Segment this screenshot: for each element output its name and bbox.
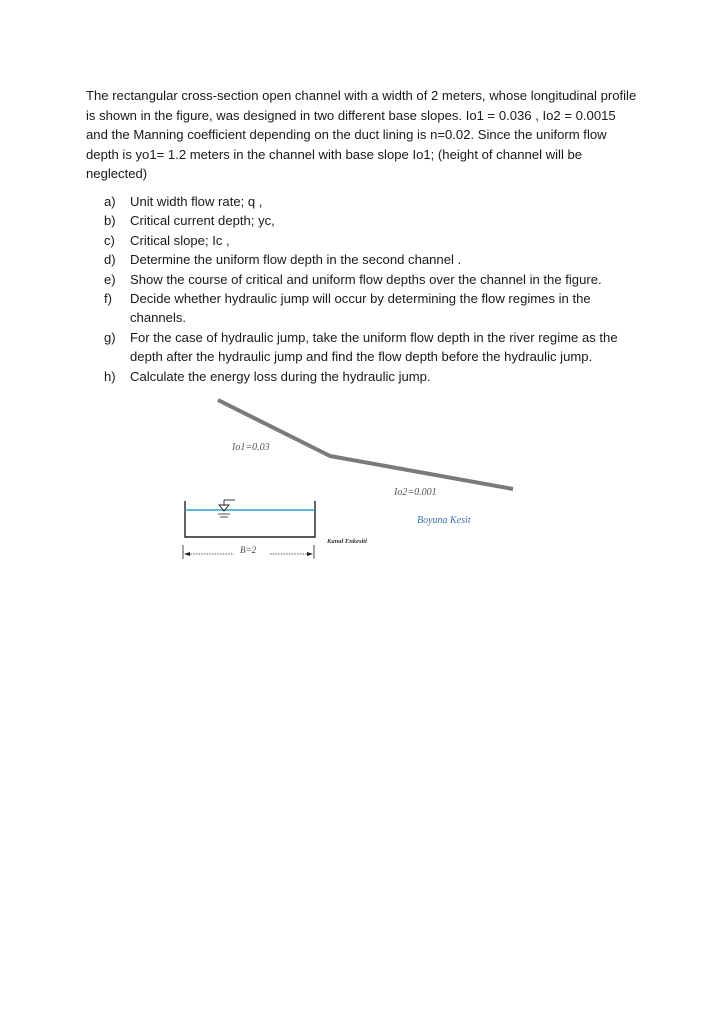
question-mark: g): [104, 329, 116, 345]
question-mark: f): [104, 291, 112, 307]
question-text: Determine the uniform flow depth in the second channel .: [130, 252, 462, 268]
slope2-label: Io2=0.001: [394, 487, 437, 498]
channel-bed-profile: [218, 400, 513, 489]
question-item: [104, 250, 644, 269]
question-item: [104, 192, 644, 211]
question-mark: a): [104, 194, 116, 209]
slope1-label: Io1=0.03: [232, 442, 270, 453]
question-item: [104, 231, 644, 250]
profile-label: Boyuna Kesit: [417, 515, 471, 526]
question-text: Calculate the energy loss during the hydraulic jump.: [130, 368, 431, 384]
question-mark: c): [104, 232, 115, 248]
problem-statement: The rectangular cross-section open channel with a width of 2 meters, whose longitudinal profile is shown in the figure, was designed in two different base slopes. Io1 = 0.036 , Io2 = 0.0015 and the Manning coefficient depending on the duct lining is n=0.02. Since the uniform flow depth is yo1= 1.2 meters in the channel with base slope Io1; (height of channel will be neglected): [86, 88, 637, 181]
question-text: Decide whether hydraulic jump will occur by determining the flow regimes in the channels.: [130, 291, 591, 326]
question-mark: d): [104, 252, 116, 268]
question-item: [104, 270, 644, 289]
water-level-icon: [218, 500, 235, 517]
question-mark: e): [104, 271, 116, 287]
question-text: Unit width flow rate; q ,: [130, 194, 263, 209]
width-dimension: [183, 545, 314, 559]
question-text: Show the course of critical and uniform flow depths over the channel in the figure.: [130, 271, 602, 287]
question-item: [104, 367, 644, 386]
question-mark: h): [104, 368, 116, 384]
cross-section-label: Kanal Enkesiti: [327, 538, 367, 545]
question-item: [104, 328, 644, 367]
question-mark: b): [104, 213, 116, 229]
cross-section-outline: [185, 501, 315, 537]
question-item: [104, 211, 644, 230]
question-item: [104, 289, 644, 328]
question-text: For the case of hydraulic jump, take the uniform flow depth in the river regime as the depth after the hydraulic jump and find the flow depth before the hydraulic jump.: [130, 329, 618, 365]
question-text: Critical current depth; yc,: [130, 213, 275, 229]
question-text: Critical slope; Ic ,: [130, 232, 230, 248]
question-list: [104, 192, 644, 386]
width-label: B=2: [240, 545, 257, 555]
